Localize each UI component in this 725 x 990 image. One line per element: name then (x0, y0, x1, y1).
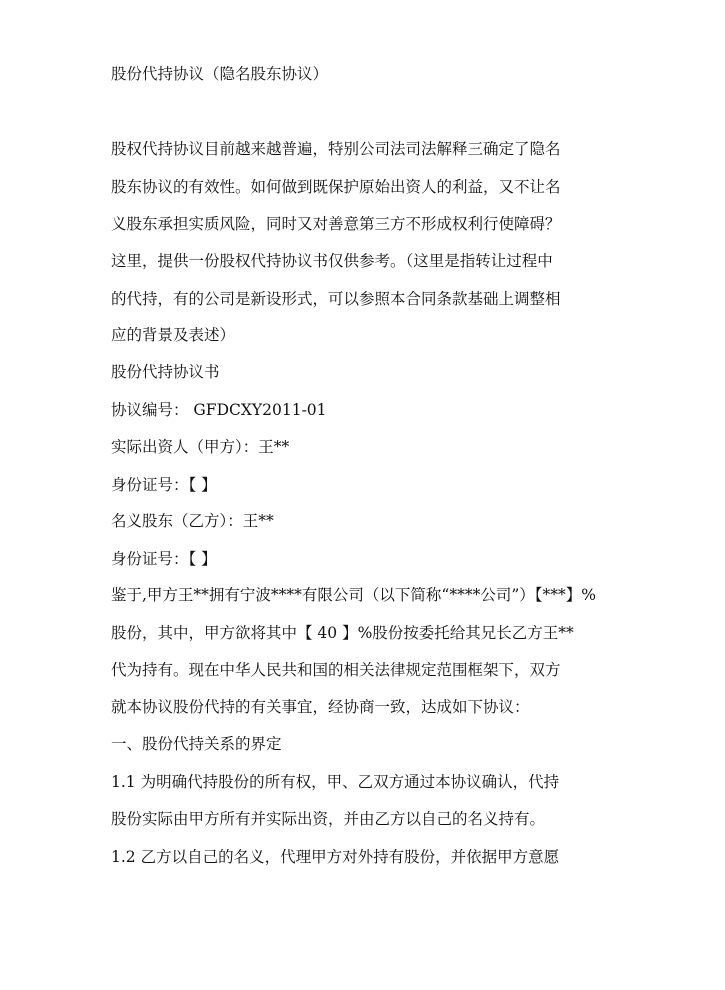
party-b-line: 名义股东（乙方）：王** (111, 512, 274, 530)
recital-line: 鉴于,甲方王**拥有宁波****有限公司（以下简称“****公司”）【***】% (111, 586, 597, 604)
intro-line: 的代持，有的公司是新设形式，可以参照本合同条款基础上调整相 (111, 290, 561, 308)
recital-line: 就本协议股份代持的有关事宜，经协商一致，达成如下协议： (111, 698, 530, 716)
intro-line: 股东协议的有效性。如何做到既保护原始出资人的利益，又不让名 (111, 178, 561, 196)
party-b-id-line: 身份证号：【 】 (111, 550, 217, 568)
intro-line: 应的背景及表述） (111, 326, 236, 344)
intro-line: 这里，提供一份股权代持协议书仅供参考。（这里是指转让过程中 (111, 252, 553, 270)
clause-line: 1.2 乙方以自己的名义，代理甲方对外持有股份，并依据甲方意愿 (111, 848, 560, 866)
section-heading: 一、股份代持关系的界定 (111, 735, 282, 753)
party-a-id-line: 身份证号：【 】 (111, 476, 217, 494)
intro-line: 义股东承担实质风险，同时又对善意第三方不形成权利行使障碍？ (111, 215, 561, 233)
party-a-line: 实际出资人（甲方）：王** (111, 438, 290, 456)
clause-line: 1.1 为明确代持股份的所有权，甲、乙双方通过本协议确认，代持 (111, 773, 560, 791)
recital-line: 股份，其中，甲方欲将其中【 40 】%股份按委托给其兄长乙方王** (111, 624, 574, 642)
intro-line: 股权代持协议目前越来越普遍，特别公司法司法解释三确定了隐名 (111, 140, 561, 158)
document-title: 股份代持协议（隐名股东协议） (111, 65, 329, 83)
clause-line: 股份实际由甲方所有并实际出资，并由乙方以自己的名义持有。 (111, 810, 546, 828)
agreement-title: 股份代持协议书 (111, 363, 220, 381)
agreement-number: 协议编号： GFDCXY2011-01 (111, 401, 327, 419)
recital-line: 代为持有。现在中华人民共和国的相关法律规定范围框架下，双方 (111, 661, 561, 679)
